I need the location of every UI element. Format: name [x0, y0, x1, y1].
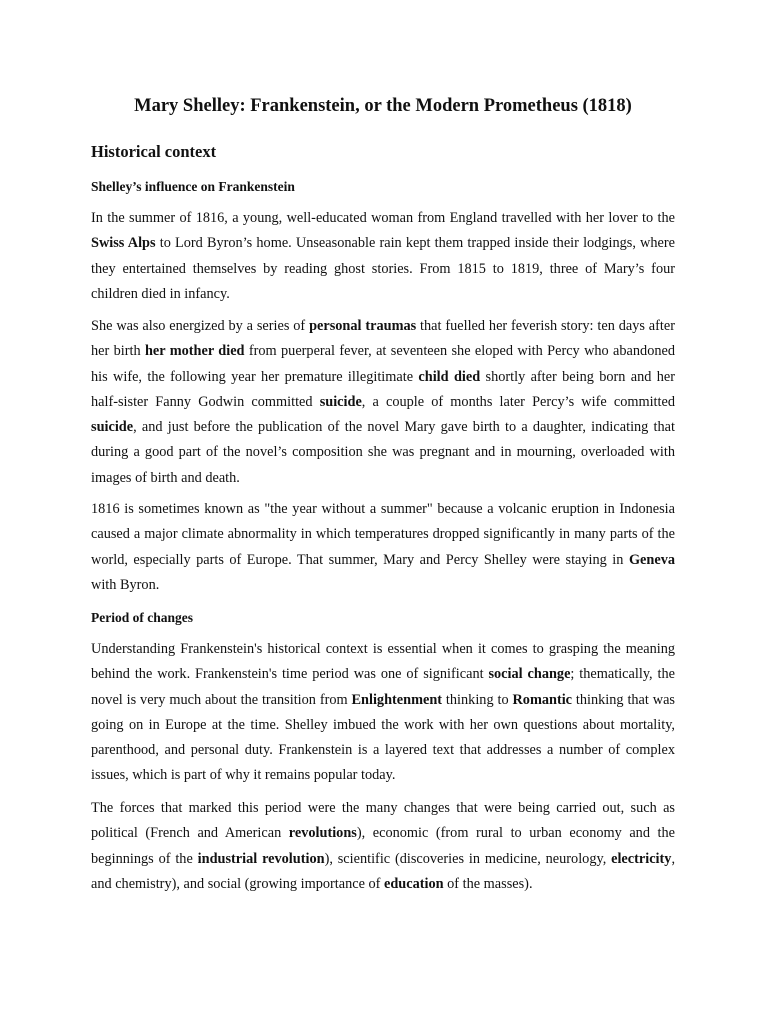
body-text: ), economic (from rural to urban economy and the beginnings of the	[91, 825, 676, 867]
emphasis-text: electricity	[611, 850, 672, 867]
body-text: 1816 is sometimes known as "the year without a summer" because a volcanic eruption in Indonesia caused a major climate abnormality in which temperatures dropped significantly in many parts of the world, especially parts of Europe. That summer, Mary and Percy Shelley were staying in	[91, 501, 675, 568]
emphasis-text: child died	[418, 368, 481, 385]
emphasis-text: suicide	[91, 419, 134, 436]
body-text: shortly after being born and her half-sister Fanny Godwin committed	[91, 368, 676, 410]
emphasis-text: personal traumas	[309, 318, 417, 334]
emphasis-text: industrial revolution	[197, 850, 325, 867]
paragraph	[91, 637, 675, 789]
body-text: , a couple of months later Percy’s wife committed	[361, 393, 675, 410]
body-text: The forces that marked this period were the many changes that were being carried out, such as political (French and American	[91, 800, 675, 842]
emphasis-text: education	[384, 875, 444, 892]
body-text: , and just before the publication of the novel Mary gave birth to a daughter, indicating that during a good part of the novel’s composition she was pregnant and in mourning, overloaded with images of birth and death.	[91, 419, 675, 486]
body-text: Understanding Frankenstein's historical context is essential when it comes to grasping the meaning behind the work. Frankenstein's time period was one of significant	[91, 641, 675, 683]
subheading-period-of-changes: Period of changes	[91, 610, 193, 625]
paragraph	[91, 206, 675, 307]
body-text: thinking that was going on in Europe at the time. Shelley imbued the work with her own questions about mortality, parenthood, and personal duty. Frankenstein is a layered text that addresses a number of complex issues, which is part of why it remains popular today.	[91, 691, 675, 784]
paragraph	[91, 497, 675, 598]
emphasis-text: Romantic	[512, 691, 573, 708]
body-text: with Byron.	[91, 576, 160, 593]
body-text: , and chemistry), and social (growing importance of	[91, 850, 676, 892]
emphasis-text: revolutions	[288, 825, 357, 842]
emphasis-text: suicide	[319, 393, 362, 410]
body-text: ), scientific (discoveries in medicine, neurology,	[324, 850, 612, 867]
body-text: to Lord Byron’s home. Unseasonable rain kept them trapped inside their lodgings, where they entertained themselves by reading ghost stories. From 1815 to 1819, three of Mary’s four children died in infancy.	[91, 235, 675, 302]
emphasis-text: social change	[488, 666, 571, 683]
body-text: from puerperal fever, at seventeen she eloped with Percy who abandoned his wife, the following year her premature illegitimate	[91, 343, 675, 385]
body-text: In the summer of 1816, a young, well-educated woman from England travelled with her lover to the	[91, 210, 675, 226]
body-text: ; thematically, the novel is very much about the transition from	[91, 666, 675, 708]
emphasis-text: Enlightenment	[351, 691, 443, 708]
section-heading-historical-context: Historical context	[91, 142, 217, 161]
body-text: that fuelled her feverish story: ten days after her birth	[91, 318, 675, 360]
subheading-shelleys-influence: Shelley’s influence on Frankenstein	[91, 179, 295, 194]
emphasis-text: her mother died	[144, 343, 245, 360]
emphasis-text: Swiss Alps	[91, 235, 156, 252]
paragraph	[91, 796, 675, 897]
body-text: She was also energized by a series of	[91, 318, 310, 334]
document-title: Mary Shelley: Frankenstein, or the Modern Prometheus (1818)	[134, 96, 632, 116]
body-text: thinking to	[442, 691, 513, 708]
emphasis-text: Geneva	[628, 551, 675, 568]
paragraph	[91, 314, 675, 491]
body-text: of the masses).	[443, 875, 533, 892]
